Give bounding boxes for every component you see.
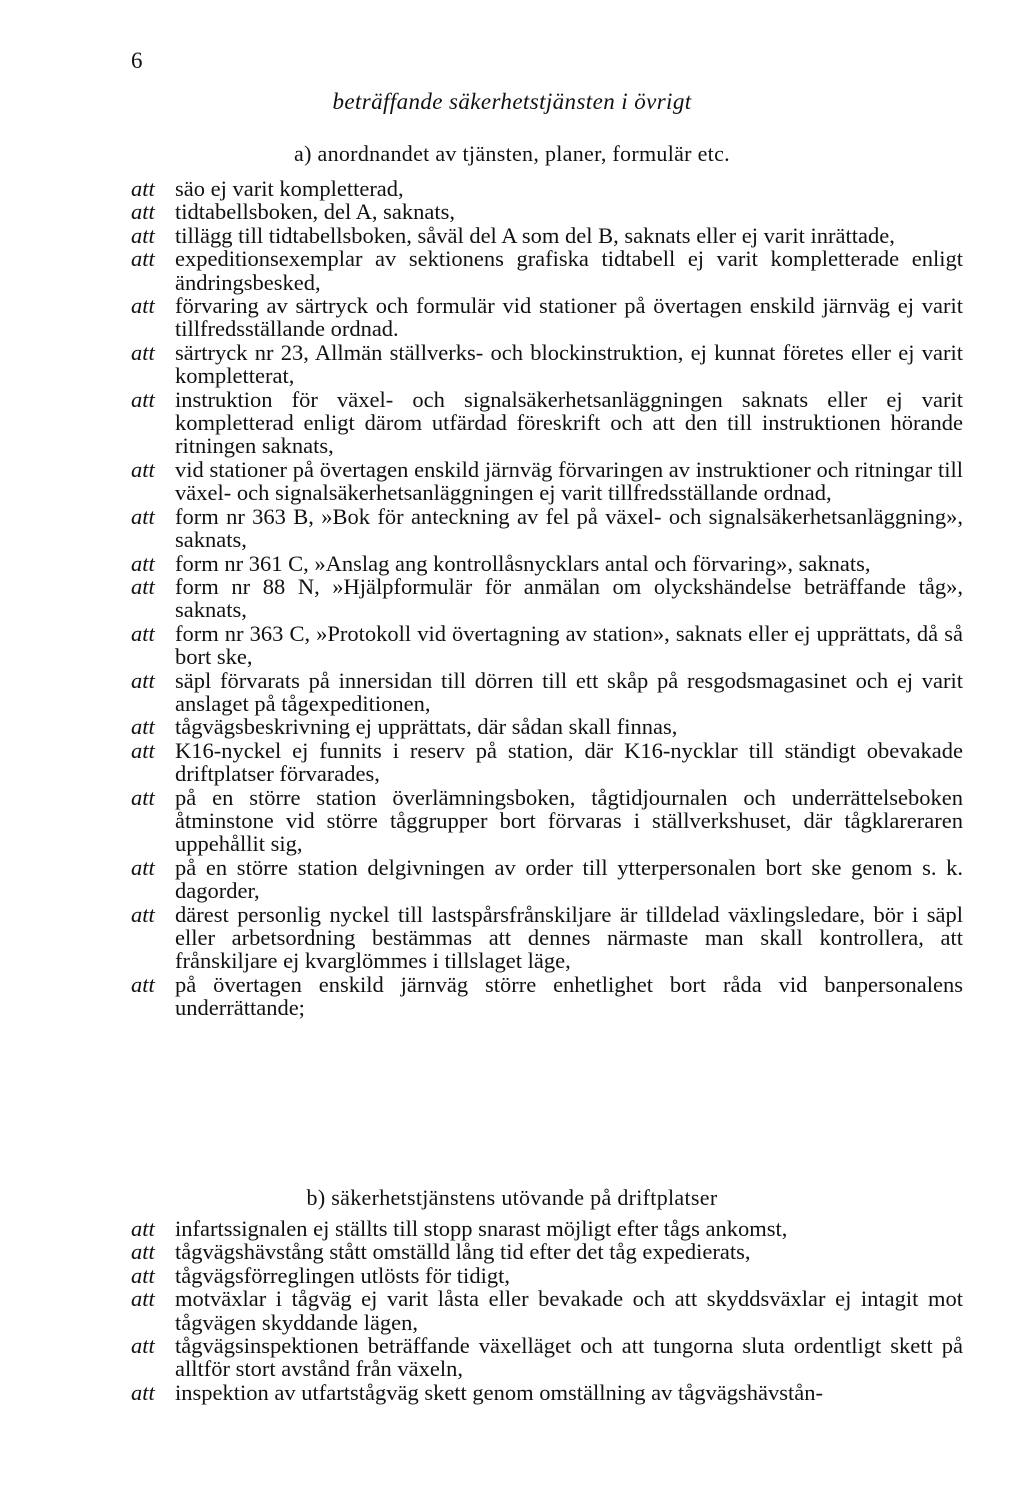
att-prefix: att xyxy=(131,901,155,927)
list-item xyxy=(131,294,963,341)
att-prefix: att xyxy=(131,1379,155,1405)
item-text: vid stationer på övertagen enskild järnväg förvaringen av instruktioner och ritningar till växel- och signalsäkerhetsanläggningen ej varit tillfredsställande ordnad, xyxy=(175,456,963,506)
item-text: instruktion för växel- och signalsäkerhetsanläggningen saknats eller ej varit kompletterad enligt därom utfärdad föreskrift och att den till instruktionen hörande ritningen saknats, xyxy=(175,386,963,459)
item-text: form nr 363 B, »Bok för anteckning av fel på växel- och signalsäkerhetsanläggning», saknats, xyxy=(175,503,963,553)
list-item xyxy=(131,1287,963,1334)
list-item xyxy=(131,341,963,388)
item-text: säpl förvarats på innersidan till dörren till ett skåp på resgodsmagasinet och ej varit anslaget på tågexpeditionen, xyxy=(175,667,963,716)
att-prefix: att xyxy=(131,550,155,576)
item-text: K16-nyckel ej funnits i reserv på station, där K16-nycklar till ständigt obevakade driftplatser förvarades, xyxy=(175,737,963,787)
att-prefix: att xyxy=(131,573,155,599)
list-item xyxy=(131,552,963,575)
list-item xyxy=(131,388,963,458)
section-a-heading: a) anordnandet av tjänsten, planer, formulär etc. xyxy=(294,141,730,166)
item-text: inspektion av utfartstågväg skett genom omställning av tågvägshävstån- xyxy=(175,1379,823,1405)
running-header: beträffande säkerhetstjänsten i övrigt xyxy=(332,89,692,114)
att-prefix: att xyxy=(131,293,155,319)
att-prefix: att xyxy=(131,199,155,225)
list-item xyxy=(131,575,963,622)
page-number: 6 xyxy=(131,48,143,73)
att-prefix: att xyxy=(131,456,155,482)
att-prefix: att xyxy=(131,737,155,763)
item-text: expeditionsexemplar av sektionens grafiska tidtabell ej varit kompletterade enligt ändringsbesked, xyxy=(175,246,963,295)
att-prefix: att xyxy=(131,1239,155,1265)
item-text: säo ej varit kompletterad, xyxy=(175,176,404,201)
list-item xyxy=(131,622,963,669)
item-text: tidtabellsboken, del A, saknats, xyxy=(175,199,455,225)
item-text: tågvägsbeskrivning ej upprättats, där sådan skall finnas, xyxy=(175,714,678,740)
list-item xyxy=(131,458,963,505)
section-b-list xyxy=(131,1217,963,1404)
att-prefix: att xyxy=(131,620,155,646)
item-text: förvaring av särtryck och formulär vid stationer på övertagen enskild järnväg ej varit tillfredsställande ordnad. xyxy=(175,293,963,342)
item-text: särtryck nr 23, Allmän ställverks- och blockinstruktion, ej kunnat företes eller ej varit kompletterat, xyxy=(175,339,963,389)
att-prefix: att xyxy=(131,1216,155,1241)
item-text: form nr 363 C, »Protokoll vid övertagning av station», saknats eller ej upprättats, då så bort ske, xyxy=(175,620,963,670)
item-text: motväxlar i tågväg ej varit låsta eller bevakade och att skyddsväxlar ej intagit mot tågvägen skyddande lägen, xyxy=(175,1286,963,1335)
item-text: på övertagen enskild järnväg större enhetlighet bort råda vid banpersonalens underrättande; xyxy=(175,971,963,1021)
att-prefix: att xyxy=(131,784,155,810)
item-text: tågvägsförreglingen utlösts för tidigt, xyxy=(175,1262,510,1288)
list-item xyxy=(131,224,963,247)
list-item xyxy=(131,739,963,786)
section-b-heading: b) säkerhetstjänstens utövande på driftplatser xyxy=(306,1185,718,1210)
list-item xyxy=(131,1240,963,1263)
att-prefix: att xyxy=(131,1286,155,1312)
att-prefix: att xyxy=(131,503,155,529)
list-item xyxy=(131,247,963,294)
list-item xyxy=(131,177,963,200)
list-item xyxy=(131,786,963,856)
list-item xyxy=(131,856,963,903)
att-prefix: att xyxy=(131,1262,155,1288)
section-a-list xyxy=(131,177,963,1020)
item-text: form nr 361 C, »Anslag ang kontrollåsnycklars antal och förvaring», saknats, xyxy=(175,550,871,576)
list-item xyxy=(131,505,963,552)
att-prefix: att xyxy=(131,176,155,201)
item-text: form nr 88 N, »Hjälpformulär för anmälan om olyckshändelse beträffande tåg», saknats, xyxy=(175,573,963,623)
list-item xyxy=(131,973,963,1020)
att-prefix: att xyxy=(131,246,155,272)
item-text: tågvägsinspektionen beträffande växelläget och att tungorna sluta ordentligt skett på alltför stort avstånd från växeln, xyxy=(175,1333,963,1382)
list-item xyxy=(131,715,963,738)
item-text: tågvägshävstång stått omställd lång tid efter det tåg expedierats, xyxy=(175,1239,751,1265)
list-item xyxy=(131,903,963,973)
item-text: därest personlig nyckel till lastspårsfrånskiljare är tilldelad växlingsledare, bör i säpl eller arbetsordning bestämmas att dennes närmaste man skall kontrollera, att frånskiljare ej kvarglömmes i tillslaget läge, xyxy=(175,901,963,974)
att-prefix: att xyxy=(131,222,155,248)
list-item xyxy=(131,200,963,223)
item-text: tillägg till tidtabellsboken, såväl del A som del B, saknats eller ej varit inrättade, xyxy=(175,222,895,248)
att-prefix: att xyxy=(131,1333,155,1359)
att-prefix: att xyxy=(131,386,155,412)
list-item xyxy=(131,1381,963,1404)
att-prefix: att xyxy=(131,667,155,693)
item-text: på en större station delgivningen av order till ytterpersonalen bort ske genom s. k. dagorder, xyxy=(175,854,963,904)
att-prefix: att xyxy=(131,971,155,997)
list-item xyxy=(131,1334,963,1381)
att-prefix: att xyxy=(131,854,155,880)
item-text: på en större station överlämningsboken, tågtidjournalen och underrättelseboken åtminstone vid större tåggrupper bort förvaras i ställverkshuset, där tågklareraren uppehållit sig, xyxy=(175,784,963,857)
list-item xyxy=(131,1264,963,1287)
list-item xyxy=(131,1217,963,1240)
att-prefix: att xyxy=(131,339,155,365)
att-prefix: att xyxy=(131,714,155,740)
item-text: infartssignalen ej ställts till stopp snarast möjligt efter tågs ankomst, xyxy=(175,1216,788,1241)
list-item xyxy=(131,669,963,716)
